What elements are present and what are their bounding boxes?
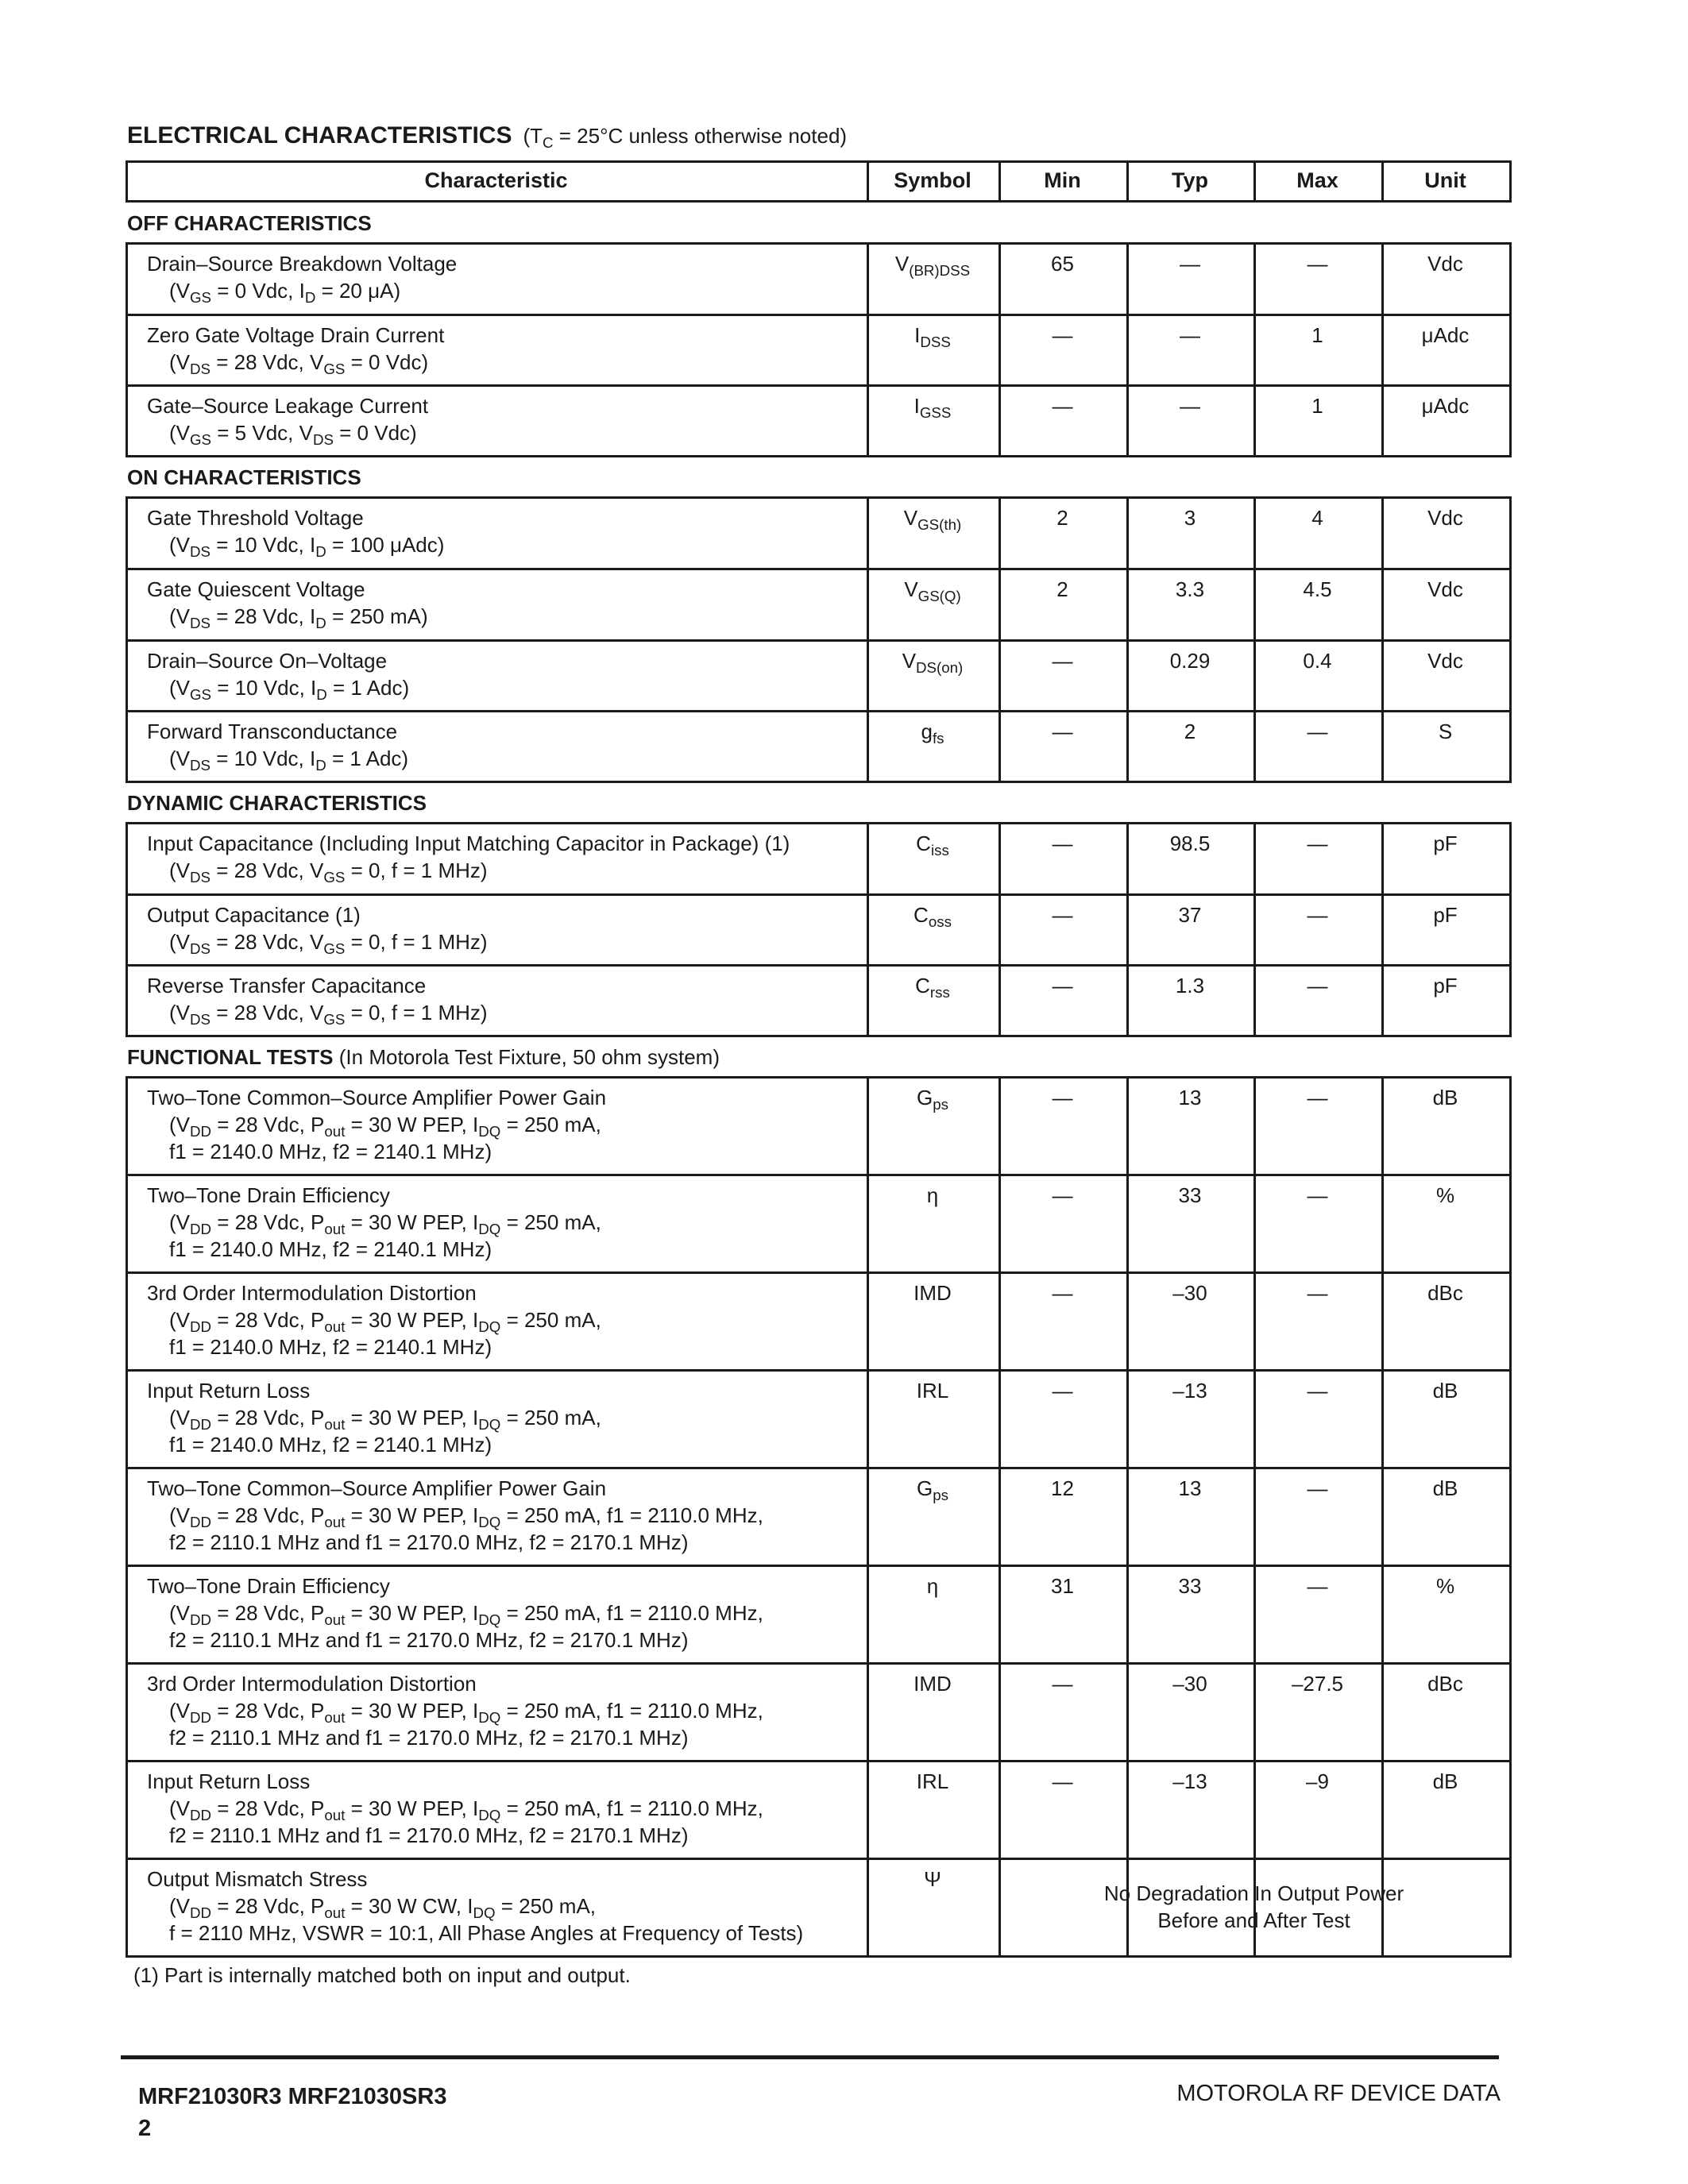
- max-r9: —: [1307, 903, 1328, 927]
- max-r10: —: [1307, 974, 1328, 997]
- min-f8: —: [1052, 1769, 1073, 1793]
- table-column-line: [1509, 160, 1512, 203]
- table-border-top: [126, 496, 1512, 499]
- symbol-r6: $V_{DS(on)}$: [902, 649, 964, 676]
- page-number: 2: [138, 2116, 152, 2141]
- max-r6: 0.4: [1303, 649, 1332, 673]
- typ-f8: –13: [1172, 1769, 1207, 1793]
- min-r2: —: [1052, 323, 1073, 347]
- typ-r6: 0.29: [1169, 649, 1211, 673]
- section-functional-tests: FUNCTIONAL TESTS (In Motorola Test Fixture, 50 ohm system): [127, 1045, 720, 1069]
- typ-r9: 37: [1178, 903, 1202, 927]
- table-rule: [126, 1271, 1509, 1274]
- table-rule: [126, 1760, 1509, 1762]
- table-border-bottom: [126, 200, 1512, 203]
- max-f8: –9: [1306, 1769, 1329, 1793]
- symbol-r3: $I_{GSS}$: [914, 394, 952, 421]
- symbol-r7: $g_{fs}$: [921, 720, 944, 747]
- typ-f1: 13: [1178, 1086, 1202, 1109]
- footer-part-numbers: MRF21030R3 MRF21030SR3: [138, 2084, 447, 2109]
- typ-f6: 33: [1178, 1574, 1202, 1598]
- characteristic-f2: Two–Tone Drain Efficiency ($V_{DD} = 28$ Vdc, $P_{out} = 30$ W PEP, $I_{DQ} = 250$ mA, f1 = 2140.0 MHz, f2 = 2140.1 MHz): [147, 1183, 601, 1261]
- unit-r4: Vdc: [1427, 506, 1463, 530]
- typ-r5: 3.3: [1175, 577, 1205, 601]
- table-rule: [126, 1858, 1509, 1860]
- characteristic-r4: Gate Threshold Voltage ($V_{DS} = 10$ Vdc, $I_D = 100$ μAdc): [147, 506, 445, 560]
- table-column-line: [1509, 1076, 1512, 1958]
- characteristic-r10: Reverse Transfer Capacitance ($V_{DS} = 28$ Vdc, $V_{GS} = 0$, f = 1 MHz): [147, 974, 488, 1028]
- typ-f3: –30: [1172, 1281, 1207, 1305]
- unit-f2: %: [1435, 1183, 1455, 1207]
- table-rule: [126, 893, 1509, 896]
- max-r8: —: [1307, 832, 1328, 855]
- table-border-bottom: [126, 1955, 1512, 1958]
- symbol-f3: IMD: [914, 1281, 952, 1305]
- typ-r3: —: [1180, 394, 1200, 418]
- max-r7: —: [1307, 720, 1328, 743]
- min-f6: 31: [1051, 1574, 1074, 1598]
- typ-f4: –13: [1172, 1379, 1207, 1403]
- max-r2: 1: [1311, 323, 1323, 347]
- symbol-f5: $G_{ps}$: [917, 1476, 948, 1503]
- symbol-r8: $C_{iss}$: [916, 832, 949, 859]
- characteristic-r2: Zero Gate Voltage Drain Current ($V_{DS} = 28$ Vdc, $V_{GS} = 0$ Vdc): [147, 323, 445, 377]
- characteristic-r9: Output Capacitance (1) ($V_{DS} = 28$ Vdc, $V_{GS} = 0$, f = 1 MHz): [147, 903, 488, 957]
- table-rule: [126, 639, 1509, 642]
- symbol-f8: IRL: [916, 1769, 949, 1793]
- heading-condition: ($T_C = 25^\circ C$ unless otherwise noted): [523, 124, 848, 151]
- table-border-top: [126, 242, 1512, 245]
- footer-part-info: [138, 2081, 446, 2144]
- max-f2: —: [1307, 1183, 1328, 1207]
- table-border-top: [126, 822, 1512, 824]
- unit-f3: dBc: [1427, 1281, 1463, 1305]
- unit-r5: Vdc: [1427, 577, 1463, 601]
- characteristic-f8: Input Return Loss ($V_{DD} = 28$ Vdc, $P_{out} = 30$ W PEP, $I_{DQ} = 250$ mA, f1 = 2110.0 MHz, f2 = 2110.1 MHz and f1 = 2170.0 MHz, f2 = 2170.1 MHz): [147, 1769, 763, 1847]
- symbol-r4: $V_{GS(th)}$: [903, 506, 962, 533]
- table-border-bottom: [126, 1035, 1512, 1037]
- column-header-max: Max: [1296, 168, 1338, 192]
- max-f4: —: [1307, 1379, 1328, 1403]
- table-rule: [126, 384, 1509, 387]
- typ-r2: —: [1180, 323, 1200, 347]
- column-header-typ: Typ: [1172, 168, 1208, 192]
- table-column-line: [126, 822, 128, 1037]
- min-r4: 2: [1056, 506, 1068, 530]
- typ-f5: 13: [1178, 1476, 1202, 1500]
- unit-f8: dB: [1432, 1769, 1458, 1793]
- typ-r7: 2: [1184, 720, 1196, 743]
- min-f5: 12: [1051, 1476, 1074, 1500]
- characteristic-r8: Input Capacitance (Including Input Matching Capacitor in Package) (1) ($V_{DS} = 28$ Vdc, $V_{GS} = 0$, f = 1 MHz): [147, 832, 790, 886]
- table-rule: [126, 1662, 1509, 1665]
- characteristic-f9: Output Mismatch Stress ($V_{DD} = 28$ Vdc, $P_{out} = 30$ W CW, $I_{DQ} = 250$ mA, f = 2110 MHz, VSWR = 10:1, All Phase Angles at Frequency of Tests): [147, 1867, 804, 1945]
- table-border-top: [126, 160, 1512, 163]
- max-f7: –27.5: [1291, 1672, 1344, 1696]
- min-f1: —: [1052, 1086, 1073, 1109]
- typ-r1: —: [1180, 252, 1200, 276]
- footer-rule: [121, 2055, 1499, 2059]
- symbol-r5: $V_{GS(Q)}$: [904, 577, 961, 604]
- min-r9: —: [1052, 903, 1073, 927]
- section-on-characteristics: ON CHARACTERISTICS: [127, 465, 361, 489]
- table-border-bottom: [126, 781, 1512, 783]
- unit-r10: pF: [1433, 974, 1458, 997]
- footer-publisher: MOTOROLA RF DEVICE DATA: [1176, 2081, 1501, 2106]
- unit-r9: pF: [1433, 903, 1458, 927]
- section-dynamic-characteristics: DYNAMIC CHARACTERISTICS: [127, 791, 427, 815]
- min-r1: 65: [1051, 252, 1074, 276]
- unit-r6: Vdc: [1427, 649, 1463, 673]
- table-column-line: [1509, 822, 1512, 1037]
- unit-r7: S: [1438, 720, 1453, 743]
- table-rule: [126, 1174, 1509, 1176]
- unit-f5: dB: [1432, 1476, 1458, 1500]
- max-f1: —: [1307, 1086, 1328, 1109]
- table-rule: [126, 568, 1509, 570]
- table-column-line: [126, 1076, 128, 1958]
- characteristic-f4: Input Return Loss ($V_{DD} = 28$ Vdc, $P_{out} = 30$ W PEP, $I_{DQ} = 250$ mA, f1 = 2140.0 MHz, f2 = 2140.1 MHz): [147, 1379, 601, 1457]
- max-r5: 4.5: [1303, 577, 1332, 601]
- max-r1: —: [1307, 252, 1328, 276]
- unit-f4: dB: [1432, 1379, 1458, 1403]
- symbol-f1: $G_{ps}$: [917, 1086, 948, 1113]
- table-column-line: [1509, 496, 1512, 783]
- characteristic-f3: 3rd Order Intermodulation Distortion ($V_{DD} = 28$ Vdc, $P_{out} = 30$ W PEP, $I_{DQ} = 250$ mA, f1 = 2140.0 MHz, f2 = 2140.1 MHz): [147, 1281, 601, 1359]
- min-r6: —: [1052, 649, 1073, 673]
- characteristic-r3: Gate–Source Leakage Current ($V_{GS} = 5$ Vdc, $V_{DS} = 0$ Vdc): [147, 394, 429, 448]
- min-r7: —: [1052, 720, 1073, 743]
- unit-r3: μAdc: [1421, 394, 1470, 418]
- typ-f2: 33: [1178, 1183, 1202, 1207]
- section-off-characteristics: OFF CHARACTERISTICS: [127, 211, 372, 235]
- symbol-r2: $I_{DSS}$: [914, 323, 951, 350]
- unit-f1: dB: [1432, 1086, 1458, 1109]
- table-border-top: [126, 1076, 1512, 1078]
- max-f6: —: [1307, 1574, 1328, 1598]
- column-header-symbol: Symbol: [894, 168, 971, 192]
- max-f3: —: [1307, 1281, 1328, 1305]
- typ-f7: –30: [1172, 1672, 1207, 1696]
- table-rule: [126, 710, 1509, 712]
- unit-r1: Vdc: [1427, 252, 1463, 276]
- symbol-r10: $C_{rss}$: [915, 974, 950, 1001]
- min-f3: —: [1052, 1281, 1073, 1305]
- table-rule: [126, 314, 1509, 316]
- unit-r2: μAdc: [1421, 323, 1470, 347]
- page-heading: [127, 122, 847, 149]
- column-header-unit: Unit: [1424, 168, 1466, 192]
- unit-f7: dBc: [1427, 1672, 1463, 1696]
- symbol-f6: η: [926, 1574, 939, 1598]
- min-r5: 2: [1056, 577, 1068, 601]
- max-r3: 1: [1311, 394, 1323, 418]
- min-r3: —: [1052, 394, 1073, 418]
- min-f4: —: [1052, 1379, 1073, 1403]
- table-border-bottom: [126, 455, 1512, 457]
- symbol-f4: IRL: [916, 1379, 949, 1403]
- heading-title: ELECTRICAL CHARACTERISTICS: [127, 122, 512, 149]
- min-r8: —: [1052, 832, 1073, 855]
- symbol-r1: $V_{(BR)DSS}$: [894, 252, 971, 279]
- symbol-f2: η: [926, 1183, 939, 1207]
- typ-r4: 3: [1184, 506, 1196, 530]
- column-header-characteristic: Characteristic: [424, 168, 568, 192]
- min-f7: —: [1052, 1672, 1073, 1696]
- table-column-line: [126, 242, 128, 457]
- characteristic-r1: Drain–Source Breakdown Voltage ($V_{GS} = 0$ Vdc, $I_D = 20$ μA): [147, 252, 458, 306]
- characteristic-r5: Gate Quiescent Voltage ($V_{DS} = 28$ Vdc, $I_D = 250$ mA): [147, 577, 428, 631]
- table-rule: [126, 1565, 1509, 1567]
- unit-f6: %: [1435, 1574, 1455, 1598]
- typ-r8: 98.5: [1169, 832, 1211, 855]
- typ-r10: 1.3: [1175, 974, 1205, 997]
- characteristic-f5: Two–Tone Common–Source Amplifier Power Gain ($V_{DD} = 28$ Vdc, $P_{out} = 30$ W PEP, $I_{DQ} = 250$ mA, f1 = 2110.0 MHz, f2 = 2110.1 MHz and f1 = 2170.0 MHz, f2 = 2170.1 MHz): [147, 1476, 763, 1554]
- table-rule: [126, 1467, 1509, 1469]
- table-rule: [126, 964, 1509, 967]
- characteristic-f7: 3rd Order Intermodulation Distortion ($V_{DD} = 28$ Vdc, $P_{out} = 30$ W PEP, $I_{DQ} = 250$ mA, f1 = 2110.0 MHz, f2 = 2110.1 MHz and f1 = 2170.0 MHz, f2 = 2170.1 MHz): [147, 1672, 763, 1750]
- symbol-f9: Ψ: [924, 1867, 941, 1891]
- result-f9: No Degradation In Output Power Before and After Test: [1103, 1881, 1404, 1932]
- characteristic-f6: Two–Tone Drain Efficiency ($V_{DD} = 28$ Vdc, $P_{out} = 30$ W PEP, $I_{DQ} = 250$ mA, f1 = 2110.0 MHz, f2 = 2110.1 MHz and f1 = 2170.0 MHz, f2 = 2170.1 MHz): [147, 1574, 763, 1652]
- column-header-min: Min: [1044, 168, 1081, 192]
- characteristic-r7: Forward Transconductance ($V_{DS} = 10$ Vdc, $I_D = 1$ Adc): [147, 720, 409, 774]
- characteristic-r6: Drain–Source On–Voltage ($V_{GS} = 10$ Vdc, $I_D = 1$ Adc): [147, 649, 410, 703]
- min-f2: —: [1052, 1183, 1073, 1207]
- symbol-f7: IMD: [914, 1672, 952, 1696]
- min-r10: —: [1052, 974, 1073, 997]
- symbol-r9: $C_{oss}$: [914, 903, 952, 930]
- characteristic-f1: Two–Tone Common–Source Amplifier Power Gain ($V_{DD} = 28$ Vdc, $P_{out} = 30$ W PEP, $I_{DQ} = 250$ mA, f1 = 2140.0 MHz, f2 = 2140.1 MHz): [147, 1086, 607, 1163]
- table-column-line: [1509, 242, 1512, 457]
- footnote: (1) Part is internally matched both on input and output.: [133, 1963, 631, 1987]
- max-f5: —: [1307, 1476, 1328, 1500]
- unit-r8: pF: [1433, 832, 1458, 855]
- table-rule: [126, 1369, 1509, 1372]
- max-r4: 4: [1311, 506, 1323, 530]
